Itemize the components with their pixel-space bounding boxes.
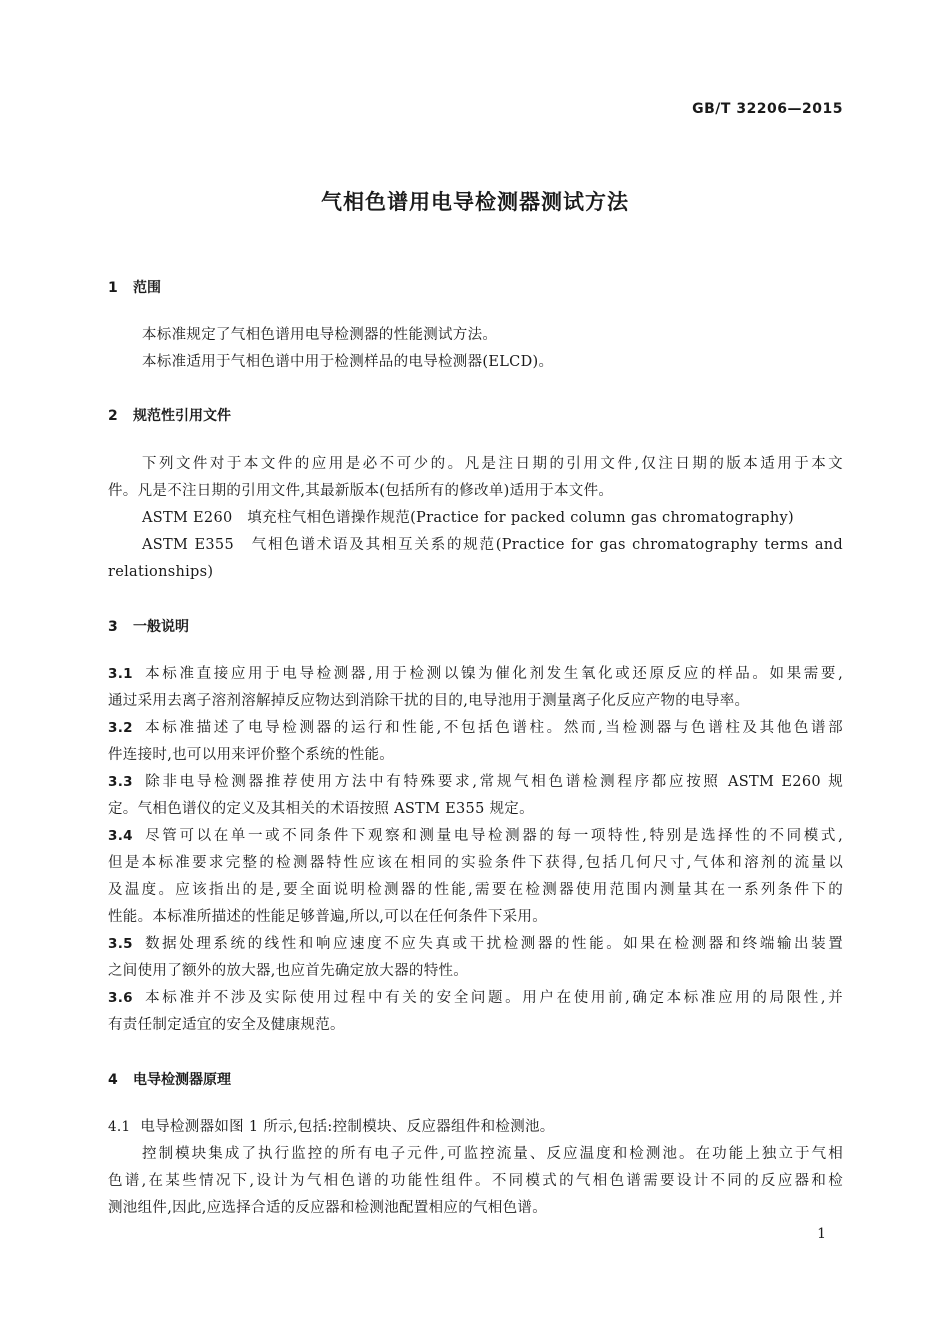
document-title: 气相色谱用电导检测器测试方法 <box>321 190 629 214</box>
page-number: 1 <box>817 1226 826 1242</box>
section-title: 电导检测器原理 <box>133 1072 231 1088</box>
clause-number: 3.4 <box>108 828 133 844</box>
paragraph: 本标准规定了气相色谱用电导检测器的性能测试方法。 <box>142 327 498 343</box>
clause-3-4-cont: 及温度。应该指出的是,要全面说明检测器的性能,需要在检测器使用范围内测量其在一系列条件下的 <box>108 882 843 898</box>
clause-number: 3.6 <box>108 990 133 1006</box>
section-number: 2 <box>108 408 118 424</box>
paragraph: 本标准适用于气相色谱中用于检测样品的电导检测器(ELCD)。 <box>142 354 554 370</box>
clause-3-4-cont: 但是本标准要求完整的检测器特性应该在相同的实验条件下获得,包括几何尺寸,气体和溶剂的流量以 <box>108 855 843 871</box>
clause-3-4-cont: 性能。本标准所描述的性能足够普遍,所以,可以在任何条件下采用。 <box>108 909 548 925</box>
clause-text: 数据处理系统的线性和响应速度不应失真或干扰检测器的性能。如果在检测器和终端输出装置 <box>142 936 843 952</box>
paragraph-line: 下列文件对于本文件的应用是必不可少的。凡是注日期的引用文件,仅注日期的版本适用于本文 <box>142 456 843 472</box>
clause-4-1 <box>108 1114 843 1141</box>
clause-3-5 <box>108 931 843 958</box>
section-4-heading <box>108 1069 231 1089</box>
section-number: 4 <box>108 1072 118 1088</box>
clause-number: 4.1 <box>108 1119 131 1135</box>
clause-text: 本标准直接应用于电导检测器,用于检测以镍为催化剂发生氧化或还原反应的样品。如果需要, <box>142 666 843 682</box>
clause-3-1-cont: 通过采用去离子溶剂溶解掉反应物达到消除干扰的目的,电导池用于测量离子化反应产物的电导率。 <box>108 693 750 709</box>
clause-3-3 <box>108 769 843 796</box>
clause-text: 电导检测器如图 1 所示,包括:控制模块、反应器组件和检测池。 <box>140 1119 555 1135</box>
clause-text: 除非电导检测器推荐使用方法中有特殊要求,常规气相色谱检测程序都应按照 ASTM E260 规 <box>142 774 843 790</box>
clause-3-1 <box>108 661 843 688</box>
clause-3-2 <box>108 715 843 742</box>
section-2-heading <box>108 405 231 425</box>
paragraph-line: 色谱,在某些情况下,设计为气相色谱的功能性组件。不同模式的气相色谱需要设计不同的反应器和检 <box>108 1173 843 1189</box>
clause-text: 尽管可以在单一或不同条件下观察和测量电导检测器的每一项特性,特别是选择性的不同模式, <box>142 828 843 844</box>
reference-astm-e355-cont: relationships) <box>108 564 214 580</box>
clause-number: 3.5 <box>108 936 133 952</box>
clause-3-6-cont: 有责任制定适宜的安全及健康规范。 <box>108 1017 345 1033</box>
clause-3-3-cont: 定。气相色谱仪的定义及其相关的术语按照 ASTM E355 规定。 <box>108 801 534 817</box>
clause-3-2-cont: 件连接时,也可以用来评价整个系统的性能。 <box>108 747 395 763</box>
section-title: 规范性引用文件 <box>133 408 231 424</box>
section-title: 范围 <box>133 280 161 296</box>
clause-3-6 <box>108 985 843 1012</box>
clause-text: 本标准描述了电导检测器的运行和性能,不包括色谱柱。然而,当检测器与色谱柱及其他色谱部 <box>142 720 843 736</box>
section-number: 3 <box>108 619 118 635</box>
reference-astm-e260: ASTM E260 填充柱气相色谱操作规范(Practice for packed column gas chromatography) <box>142 510 794 526</box>
section-number: 1 <box>108 280 118 296</box>
clause-3-5-cont: 之间使用了额外的放大器,也应首先确定放大器的特性。 <box>108 963 469 979</box>
standard-code: GB/T 32206—2015 <box>692 101 843 117</box>
clause-number: 3.1 <box>108 666 133 682</box>
section-3-heading <box>108 616 189 636</box>
reference-astm-e355: ASTM E355 气相色谱术语及其相互关系的规范(Practice for gas chromatography terms and <box>142 537 843 553</box>
clause-3-4 <box>108 823 843 850</box>
clause-text: 本标准并不涉及实际使用过程中有关的安全问题。用户在使用前,确定本标准应用的局限性,并 <box>142 990 843 1006</box>
paragraph-line: 控制模块集成了执行监控的所有电子元件,可监控流量、反应温度和检测池。在功能上独立于气相 <box>142 1146 843 1162</box>
clause-number: 3.2 <box>108 720 133 736</box>
section-1-heading <box>108 277 161 297</box>
section-title: 一般说明 <box>133 619 189 635</box>
paragraph-line: 测池组件,因此,应选择合适的反应器和检测池配置相应的气相色谱。 <box>108 1200 548 1216</box>
paragraph-line: 件。凡是不注日期的引用文件,其最新版本(包括所有的修改单)适用于本文件。 <box>108 483 614 499</box>
clause-number: 3.3 <box>108 774 133 790</box>
